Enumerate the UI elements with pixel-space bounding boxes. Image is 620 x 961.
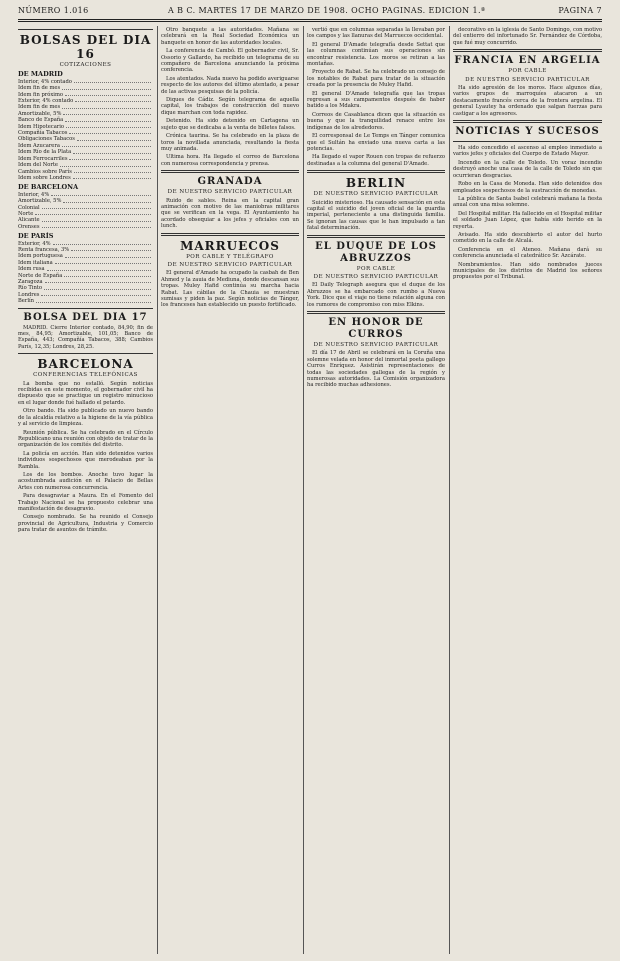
column-divider xyxy=(449,26,450,954)
cotizaciones-label: COTIZACIONES xyxy=(59,62,112,68)
column-3 xyxy=(307,26,445,954)
article-paragraph: Ha llegado el vapor Rouen con tropas de refuerzo destinadas a la columna del general D'Amade. xyxy=(307,154,445,167)
granada-title: GRANADA xyxy=(197,176,263,188)
berlin-text: Suicidio misterioso. Ha causado sensación en esta capital el suicidio del joven oficial de la guardia imperial, perteneciente a una distinguida familia. Se ignoran las causas que le han impulsado a tan fatal determinación. xyxy=(307,199,445,232)
article-paragraph: Avisado. Ha sido descubierto el autor del hurto cometido en la calle de Alcalá. xyxy=(453,231,602,245)
article-paragraph: decorativo en la iglesia de Santo Domingo, con motivo del entierro del infortunado Sr. Fernández de Córdoba, que fué muy concurrido. xyxy=(453,27,602,46)
article-paragraph: Otro banquete a las autoridades. Mañana se celebrará en la Real Sociedad Económica un banquete en honor de las autoridades locales. xyxy=(161,27,299,46)
curros-text: El día 17 de Abril se celebrará en la Coruña una solemne velada en honor del inmortal poeta gallego Curros Enríquez. Asistirán representaciones de todas las sociedades gallegas de la región y numerosas autoridades. La Comisión organizadora ha recibido muchas adhesiones. xyxy=(307,350,445,389)
barcelona-table: Interior, 4% Amortizable, 5% Colonial Norte Alicante Orenses xyxy=(18,192,153,230)
page-header xyxy=(18,4,602,18)
article-paragraph: El corresponsal de Le Temps en Tánger comunica que el Sultán ha enviado una nueva carta a las potencias. xyxy=(307,133,445,152)
article-paragraph: Los atentados. Nada nuevo ha podido averiguarse respecto de los autores del último atentado, a pesar de las activas pesquisas de la policía. xyxy=(161,75,299,95)
article-paragraph: Crónica taurina. Se ha celebrado en la plaza de toros la novillada anunciada, resultando la fiesta muy animada. xyxy=(161,133,299,152)
article-paragraph: La bomba que no estalló. Según noticias recibidas en este momento, el gobernador civil ha dispuesto que se practique un registro minucioso en el lugar donde fué hallado el petardo. xyxy=(18,380,153,406)
marruecos-text: El general d'Amade ha ocupado la casbah de Ben Ahmed y la zauia de Mediuna, donde descansan sus tropas. Muley Hafid continúa su marcha hacia Rabat. Las cábilas de la Chauia se muestran sumisas y piden la paz. Según noticias de Tánger, los franceses han establecido un puesto fortificado. xyxy=(161,270,299,309)
francia-subtitle-2: DE NUESTRO SERVICIO PARTICULAR xyxy=(465,76,590,83)
article-paragraph: Diques de Cádiz. Según telegrama de aquella capital, los trabajos de construcción del nuevo dique marchan con toda rapidez. xyxy=(161,97,299,116)
barcelona-subtitle: CONFERENCIAS TELEFÓNICAS xyxy=(33,372,138,379)
abruzzos-subtitle: POR CABLE xyxy=(356,265,396,272)
article-paragraph: Proyecto de Rabat. Se ha celebrado un consejo de los notables de Rabat para tratar de la situación creada por la presencia de Muley Hafid. xyxy=(307,69,445,89)
page-number: PAGINA 7 xyxy=(558,6,602,15)
article-paragraph: Para desagraviar a Maura. En el Fomento del Trabajo Nacional se ha propuesto celebrar una manifestación de desagravio. xyxy=(18,493,153,512)
column-4 xyxy=(453,26,602,954)
article-paragraph: Ultima hora. Ha llegado el correo de Barcelona con numerosa correspondencia y prensa. xyxy=(161,154,299,167)
marruecos-title: MARRUECOS xyxy=(180,238,280,253)
article-paragraph: La pública de Santa Isabel celebrará mañana la fiesta anual con una misa solemne. xyxy=(453,195,602,209)
article-paragraph: El general D'Amade telegrafía que las tropas regresan a sus campamentos después de haber batido a los Mdakra. xyxy=(307,90,445,110)
barcelona-title: BARCELONA xyxy=(37,357,134,372)
madrid-heading: DE MADRID xyxy=(18,70,63,79)
article-paragraph: Nombramientos. Han sido nombrados jueces municipales de los distritos de Madrid los señores propuestos por el Tribunal. xyxy=(453,261,602,281)
berlin-subtitle: DE NUESTRO SERVICIO PARTICULAR xyxy=(313,191,439,198)
article-paragraph: Del Hospital militar. Ha fallecido en el Hospital militar el soldado Juan López, que había sido herido en la reyerta. xyxy=(453,210,602,230)
berlin-title: BERLIN xyxy=(345,176,407,191)
article-paragraph: Ha sido concedido el ascenso al empleo inmediato a varios jefes y oficiales del Cuerpo de Estado Mayor. xyxy=(453,145,602,158)
bolsa17-title: BOLSA DEL DIA 17 xyxy=(23,311,148,323)
article-paragraph: Detenido. Ha sido detenido en Cartagena un sujeto que se dedicaba a la venta de billetes falsos. xyxy=(161,118,299,131)
article-paragraph: Robo en la Casa de Moneda. Han sido detenidos dos empleados sospechosos de la sustracción de monedas. xyxy=(453,181,602,194)
article-paragraph: Reunión pública. Se ha celebrado en el Círculo Republicano una reunión con objeto de tratar de la organización de los comités del distrito. xyxy=(18,429,153,449)
header-rule-2 xyxy=(18,21,602,22)
column-1 xyxy=(18,26,153,954)
column-2 xyxy=(161,26,299,954)
column-divider xyxy=(157,26,158,954)
abruzzos-subtitle-2: DE NUESTRO SERVICIO PARTICULAR xyxy=(313,273,439,280)
article-paragraph: El general D'Amade telegrafía desde Settat que las columnas continúan sus operaciones sin encontrar resistencia. Los moros se retiran a las montañas. xyxy=(307,41,445,68)
francia-subtitle: POR CABLE xyxy=(508,68,547,75)
article-paragraph: vertió que en columnas separadas la llevaban por los campos y las llanuras del Marruecos occidental. xyxy=(307,27,445,40)
article-paragraph: Conferencia en el Ateneo. Mañana dará su conferencia anunciada el catedrático Sr. Azcárate. xyxy=(453,246,602,260)
article-paragraph: Consejo nombrado. Se ha reunido el Consejo provincial de Agricultura, Industria y Comercio para tratar de asuntos de trámite. xyxy=(18,514,153,534)
francia-title: FRANCIA EN ARGELIA xyxy=(454,55,601,67)
issue-number: NÚMERO 1.016 xyxy=(18,6,89,15)
paris-heading: DE PARÍS xyxy=(18,232,54,241)
marruecos-subtitle: POR CABLE Y TELÉGRAFO xyxy=(186,253,274,260)
article-paragraph: Los de los bombos. Anoche tuvo lugar la acostumbrada audición en el Palacio de Bellas Artes con numerosa concurrencia. xyxy=(18,471,153,491)
madrid-table: Interior, 4% contado Idem fin de mes Idem fin próximo Exterior, 4% contado Idem fin de mes Amortizable, 5% Banco de España Idem Hipotecario Compañía Tabacos Obligaciones Tabacos Idem Azucarera Idem Río de la Plata Idem Ferrocarriles Idem del Norte Cambios sobre París Idem sobre Londres xyxy=(18,79,153,182)
abruzzos-title: EL DUQUE DE LOS ABRUZZOS xyxy=(315,240,437,264)
dateline: A B C. MARTES 17 DE MARZO DE 1908. OCHO PAGINAS. EDICION 1.ª xyxy=(168,6,486,15)
article-paragraph: Otro bando. Ha sido publicado un nuevo bando de la alcaldía relativo a la higiene de la vía pública y al servicio de limpieza. xyxy=(18,408,153,428)
article-paragraph: La conferencia de Cambó. El gobernador civil, Sr. Ossorio y Gallardo, ha recibido un telegrama de su compañero de Barcelona anunciando la próxima conferencia. xyxy=(161,48,299,74)
marruecos-subtitle-2: DE NUESTRO SERVICIO PARTICULAR xyxy=(167,261,293,268)
bolsas-title: BOLSAS DEL DIA 16 xyxy=(19,33,152,61)
bolsa17-text: MADRID. Cierre Interior contado, 84,90; fin de mes, 84,95; Amortizable, 101,05; Banco de España, 443; Compañía Tabacos, 388; Cambios París, 12,35; Londres, 28,25. xyxy=(18,324,153,350)
paris-table: Exterior, 4% Renta francesa, 3% Idem portuguesa Idem italiana Idem rusa Norte de España Zaragoza Río Tinto Londres Berlín xyxy=(18,241,153,305)
curros-subtitle: DE NUESTRO SERVICIO PARTICULAR xyxy=(313,342,439,348)
abruzzos-text: El Daily Telegraph asegura que el duque de los Abruzzos se ha embarcado con rumbo a Nueva York. Dice que el viaje no tiene relación alguna con los rumores de compromiso con miss Elkins. xyxy=(307,282,445,308)
granada-subtitle: DE NUESTRO SERVICIO PARTICULAR xyxy=(167,189,293,196)
noticias-title: NOTICIAS Y SUCESOS xyxy=(455,126,600,138)
barcelona-heading: DE BARCELONA xyxy=(18,183,79,192)
article-paragraph: Incendio en la calle de Toledo. Un voraz incendio destruyó anoche una casa de la calle de Toledo sin que ocurrieran desgracias. xyxy=(453,159,602,179)
header-rule xyxy=(18,19,602,20)
article-paragraph: La policía en acción. Han sido detenidos varios individuos sospechosos que merodeaban por la Rambla. xyxy=(18,450,153,470)
article-paragraph: Correos de Casablanca dicen que la situación es buena y que la tranquilidad renace entre los indígenas de los alrededores. xyxy=(307,111,445,131)
column-divider xyxy=(303,26,304,954)
curros-title: EN HONOR DE CURROS xyxy=(328,317,424,340)
francia-text: Ha sido agresión de los moros. Hace algunos días, varios grupos de marroquíes atacaron a un destacamento francés cerca de la frontera argelina. El general Lyautey ha ordenado que salgan fuerzas para castigar a los agresores. xyxy=(453,85,602,117)
granada-text: Ruido de sables. Reina en la capital gran animación con motivo de las maniobras militares que se verifican en la vega. El Ayuntamiento ha acordado obsequiar a los jefes y oficiales con un lunch. xyxy=(161,197,299,230)
